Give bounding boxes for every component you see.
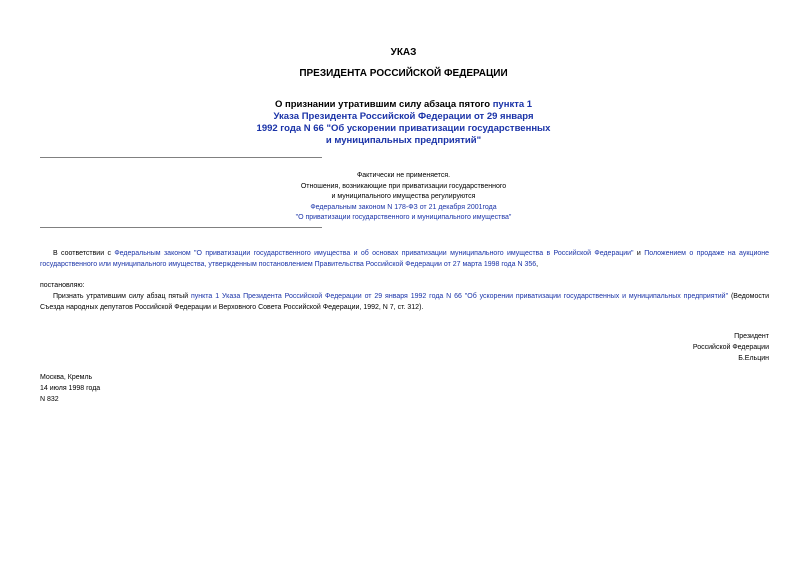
subject-line-4[interactable]: и муниципальных предприятий" bbox=[325, 135, 482, 146]
p1-link-federal-law[interactable]: Федеральным законом "О приватизации государственного имущества и об основах приватизации муниципального имущества в Российской Федерации" bbox=[114, 250, 634, 257]
signature-line-1: Президент bbox=[734, 333, 769, 340]
p1-link-regulation[interactable]: Положением о продаже на аукционе государственного или муниципального имущества, утвержденным постановлением Правительства Российской Федерации от 27 марта 1998 года N 356 bbox=[40, 250, 770, 268]
subject-line-3[interactable]: 1992 года N 66 "Об ускорении приватизации государственных bbox=[256, 123, 551, 134]
note-link-federal-law[interactable]: Федеральным законом N 178-ФЗ от 21 декабря 2001года bbox=[310, 203, 497, 211]
decree-subject bbox=[0, 99, 807, 147]
p3-text-a: Признать утратившим силу абзац пятый bbox=[53, 293, 191, 300]
note-line-1: Фактически не применяется. bbox=[356, 172, 451, 179]
subject-line-1-text: О признании утратившим силу абзаца пятого bbox=[274, 99, 493, 110]
place-line: Москва, Кремль bbox=[40, 374, 93, 381]
p3-text-b: (Ведомости Съезда народных депутатов Российской Федерации и Верховного Совета Российской Федерации, 1992, N 7, ст. 312). bbox=[40, 293, 769, 311]
decree-title: УКАЗ bbox=[390, 47, 417, 58]
date-line: 14 июля 1998 года bbox=[40, 385, 101, 392]
p1-text-c: , bbox=[536, 261, 539, 268]
divider-bottom bbox=[40, 227, 322, 228]
body-paragraph-2 bbox=[40, 291, 769, 313]
subject-link-pункт-1[interactable]: пункта 1 bbox=[492, 99, 533, 110]
signature-line-2: Российской Федерации bbox=[692, 344, 769, 351]
p1-text-b: и bbox=[633, 250, 645, 257]
president-title: ПРЕЗИДЕНТА РОССИЙСКОЙ ФЕДЕРАЦИИ bbox=[299, 68, 508, 79]
subject-line-1 bbox=[0, 99, 807, 111]
p1-text-a: В соответствии с bbox=[53, 250, 115, 257]
divider-top bbox=[40, 157, 322, 158]
p3-link-decree-66[interactable]: пункта 1 Указа Президента Российской Федерации от 29 января 1992 года N 66 "Об ускорении приватизации государственных и муниципальных предприятий" bbox=[191, 293, 729, 300]
body-paragraph-decree: постановляю: bbox=[40, 282, 85, 289]
editorial-note bbox=[0, 171, 807, 224]
number-line: N 832 bbox=[40, 396, 59, 403]
body-paragraph-1 bbox=[40, 248, 769, 270]
note-link-law-title[interactable]: "О приватизации государственного и муниципального имущества" bbox=[295, 214, 512, 222]
note-line-2: Отношения, возникающие при приватизации государственного bbox=[300, 182, 507, 190]
place-date-block bbox=[40, 372, 100, 405]
note-line-3: и муниципального имущества регулируются bbox=[331, 193, 476, 201]
signature-block bbox=[569, 331, 769, 364]
subject-line-2[interactable]: Указа Президента Российской Федерации от 29 января bbox=[273, 111, 534, 122]
signature-line-3: Б.Ельцин bbox=[738, 355, 769, 362]
